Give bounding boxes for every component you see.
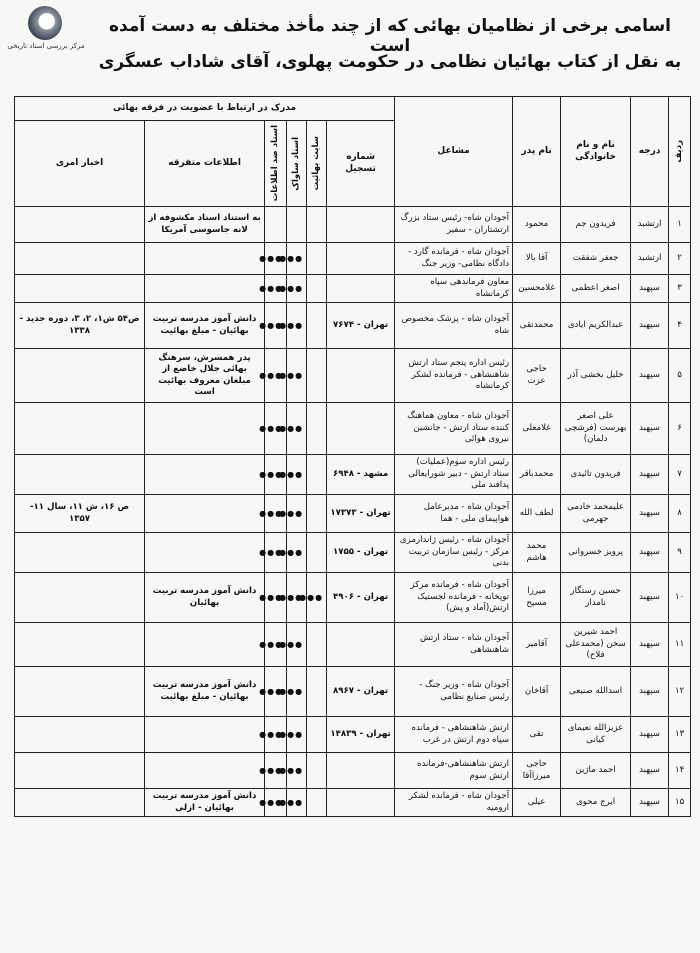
misc-info-cell (145, 455, 265, 495)
name-cell: اسدالله صنیعی (561, 667, 631, 717)
name-cell: علی اصغر بهرست (فرشچی دلمان) (561, 403, 631, 455)
reg-no-cell (327, 207, 395, 243)
reg-no-cell (327, 349, 395, 403)
table-row (15, 403, 691, 455)
job-cell: رئیس اداره سوم(عملیات) ستاد ارتش - دبیر شورایعالی پدافند ملی (395, 455, 513, 495)
misc-info-cell (145, 717, 265, 753)
counterintel-docs-cell: ●●● (265, 667, 287, 717)
misc-info-cell (145, 403, 265, 455)
misc-info-cell (145, 275, 265, 303)
bahai-site-cell (307, 667, 327, 717)
savak-docs-cell: ●●● (287, 789, 307, 817)
table-row (15, 455, 691, 495)
header-misc-info: اطلاعات متفرقه (145, 121, 265, 207)
table-row (15, 717, 691, 753)
rank-cell: سپهبد (631, 789, 669, 817)
reg-no-cell (327, 243, 395, 275)
table-row (15, 349, 691, 403)
bahai-site-cell (307, 303, 327, 349)
savak-docs-cell: ●●● (287, 455, 307, 495)
reg-no-cell: تهران - ۷۶۷۴ (327, 303, 395, 349)
header-job: مشاغل (395, 97, 513, 207)
father-cell: محمد هاشم (513, 533, 561, 573)
logo-caption: مرکز بررسی اسناد تاریخی (7, 42, 85, 50)
father-cell: محمدتقی (513, 303, 561, 349)
father-cell: آقامیر (513, 623, 561, 667)
table-row (15, 275, 691, 303)
bahai-site-cell (307, 623, 327, 667)
job-cell: آجودان شاه - فرمانده گارد - دادگاه نظامی- وزیر جنگ (395, 243, 513, 275)
job-cell: آجودان شاه- رئیس ستاد بزرگ ارتشتاران - سفیر (395, 207, 513, 243)
father-cell: حاجی عزت (513, 349, 561, 403)
bahai-site-cell (307, 349, 327, 403)
job-cell: آجودان شاه - معاون هماهنگ کننده ستاد ارتش - جانشین نیروی هوائی (395, 403, 513, 455)
savak-docs-cell: ●●● (287, 717, 307, 753)
name-cell: احمد ماژین (561, 753, 631, 789)
name-cell: عزیزالله نعیمای کیانی (561, 717, 631, 753)
header-counterintel-docs: اسناد ضد اطلاعات (265, 121, 287, 207)
row-number: ۸ (669, 495, 691, 533)
row-number: ۷ (669, 455, 691, 495)
row-number: ۱۰ (669, 573, 691, 623)
reg-no-cell: تهران - ۱۴۸۳۹ (327, 717, 395, 753)
counterintel-docs-cell: ●●● (265, 495, 287, 533)
job-cell: آجودان شاه - رئیس ژاندارمری مرکز - رئیس سازمان تربیت بدنی (395, 533, 513, 573)
father-cell: حاجی میرزاآقا (513, 753, 561, 789)
counterintel-docs-cell: ●●● (265, 349, 287, 403)
savak-docs-cell: ●●● (287, 753, 307, 789)
name-cell: فریدون تائیدی (561, 455, 631, 495)
document-table-wrapper (14, 96, 690, 817)
bahai-site-cell (307, 275, 327, 303)
header-bahai-site: سایت بهائیت (307, 121, 327, 207)
misc-info-cell: دانش آموز مدرسه تربیت بهائیان - مبلغ بهائیت (145, 667, 265, 717)
row-number: ۱۲ (669, 667, 691, 717)
savak-docs-cell: ●●● (287, 303, 307, 349)
name-cell: حسین رستگار نامدار (561, 573, 631, 623)
amri-news-cell (15, 349, 145, 403)
row-number: ۵ (669, 349, 691, 403)
savak-docs-cell: ●●● (287, 275, 307, 303)
reg-no-cell: تهران - ۱۷۵۵ (327, 533, 395, 573)
bahai-site-cell (307, 717, 327, 753)
amri-news-cell (15, 403, 145, 455)
row-number: ۱۱ (669, 623, 691, 667)
savak-docs-cell: ●●● (287, 495, 307, 533)
bahai-site-cell (307, 789, 327, 817)
father-cell: لطف الله (513, 495, 561, 533)
amri-news-cell (15, 275, 145, 303)
amri-news-cell (15, 753, 145, 789)
personnel-table (14, 96, 691, 817)
counterintel-docs-cell: ●●● (265, 533, 287, 573)
counterintel-docs-cell: ●●● (265, 789, 287, 817)
rank-cell: سپهبد (631, 667, 669, 717)
table-row (15, 243, 691, 275)
rank-cell: سپهبد (631, 403, 669, 455)
rank-cell: سپهبد (631, 455, 669, 495)
row-number: ۱۵ (669, 789, 691, 817)
bahai-site-cell (307, 455, 327, 495)
father-cell: میرزا مسیح (513, 573, 561, 623)
misc-info-cell: دانش آموز مدرسه تربیت بهائیان - مبلغ بهائیت (145, 303, 265, 349)
reg-no-cell (327, 623, 395, 667)
name-cell: فریدون جم (561, 207, 631, 243)
logo-mark-icon (28, 6, 62, 40)
job-cell: آجودان شاه - فرمانده لشکر ارومیه (395, 789, 513, 817)
row-number: ۱۳ (669, 717, 691, 753)
rank-cell: ارتشبد (631, 243, 669, 275)
counterintel-docs-cell: ●●● (265, 403, 287, 455)
rank-cell: سپهبد (631, 573, 669, 623)
savak-docs-cell: ●●● (287, 667, 307, 717)
father-cell: غلامحسین (513, 275, 561, 303)
amri-news-cell (15, 789, 145, 817)
table-row (15, 495, 691, 533)
amri-news-cell: ص۵۴ ش۱، ۲، ۳، دوره جدید - ۱۳۳۸ (15, 303, 145, 349)
job-cell: آجودان شاه - وزیر جنگ - رئیس صنایع نظامی (395, 667, 513, 717)
rank-cell: سپهبد (631, 349, 669, 403)
misc-info-cell: دانش آموز مدرسه تربیت بهائیان (145, 573, 265, 623)
row-number: ۱۴ (669, 753, 691, 789)
savak-docs-cell: ●●● (287, 243, 307, 275)
table-row (15, 667, 691, 717)
bahai-site-cell (307, 243, 327, 275)
misc-info-cell: پدر همسرش، سرهنگ بهائی جلال خاضع از مبلغان معروف بهائیت است (145, 349, 265, 403)
job-cell: آجودان شاه - پزشک مخصوص شاه (395, 303, 513, 349)
table-body (15, 207, 691, 817)
table-row (15, 753, 691, 789)
counterintel-docs-cell (265, 207, 287, 243)
rank-cell: سپهبد (631, 623, 669, 667)
reg-no-cell: مشهد - ۶۹۴۸ (327, 455, 395, 495)
misc-info-cell: به استناد اسناد مکشوفه از لانه جاسوسی آمریکا (145, 207, 265, 243)
header-row-number: ردیف (669, 97, 691, 207)
reg-no-cell (327, 753, 395, 789)
counterintel-docs-cell: ●●● (265, 717, 287, 753)
counterintel-docs-cell: ●●● (265, 243, 287, 275)
table-row (15, 207, 691, 243)
counterintel-docs-cell: ●●● (265, 275, 287, 303)
father-cell: غلامعلی (513, 403, 561, 455)
rank-cell: سپهبد (631, 753, 669, 789)
father-cell: آقا بالا (513, 243, 561, 275)
counterintel-docs-cell: ●●● (265, 623, 287, 667)
name-cell: خلیل بخشی آذر (561, 349, 631, 403)
job-cell: آجودان شاه - فرمانده مرکز توپخانه - فرمانده لجستیک ارتش(آماد و پش) (395, 573, 513, 623)
father-cell: عیلی (513, 789, 561, 817)
header-savak-docs: اسناد ساواک (287, 121, 307, 207)
row-number: ۳ (669, 275, 691, 303)
header-name: نام و نام خانوادگی (561, 97, 631, 207)
counterintel-docs-cell: ●●● (265, 753, 287, 789)
amri-news-cell (15, 455, 145, 495)
table-row (15, 533, 691, 573)
job-cell: آجودان شاه - مدیرعامل هواپیمای ملی - هما (395, 495, 513, 533)
amri-news-cell (15, 207, 145, 243)
rank-cell: ارتشبد (631, 207, 669, 243)
name-cell: اصغر اعظمی (561, 275, 631, 303)
job-cell: ارتش شاهنشاهی-فرمانده ارتش سوم (395, 753, 513, 789)
bahai-site-cell: ●●● (307, 573, 327, 623)
amri-news-cell (15, 623, 145, 667)
bahai-site-cell (307, 495, 327, 533)
row-number: ۲ (669, 243, 691, 275)
counterintel-docs-cell: ●●● (265, 573, 287, 623)
misc-info-cell (145, 533, 265, 573)
misc-info-cell (145, 495, 265, 533)
header-reg-no: شماره تسجیل (327, 121, 395, 207)
reg-no-cell (327, 789, 395, 817)
father-cell: تقی (513, 717, 561, 753)
table-row (15, 623, 691, 667)
bahai-site-cell (307, 533, 327, 573)
misc-info-cell (145, 623, 265, 667)
name-cell: پرویز خسروانی (561, 533, 631, 573)
savak-docs-cell: ●●● (287, 533, 307, 573)
job-cell: ارتش شاهنشاهی - فرمانده سپاه دوم ارتش در غرب (395, 717, 513, 753)
amri-news-cell (15, 573, 145, 623)
counterintel-docs-cell: ●●● (265, 303, 287, 349)
header-amri-news: اخبار امری (15, 121, 145, 207)
amri-news-cell (15, 243, 145, 275)
reg-no-cell (327, 403, 395, 455)
name-cell: ایرج محوی (561, 789, 631, 817)
header-evidence-group: مدرک در ارتباط با عضویت در فرقه بهائی (15, 97, 395, 121)
row-number: ۱ (669, 207, 691, 243)
misc-info-cell: دانش آموز مدرسه تربیت بهائیان - ازلی (145, 789, 265, 817)
savak-docs-cell: ●●● (287, 573, 307, 623)
table-row (15, 573, 691, 623)
job-cell: رئیس اداره پنجم ستاد ارتش شاهنشاهی - فرمانده لشکر کرمانشاه (395, 349, 513, 403)
rank-cell: سپهبد (631, 303, 669, 349)
father-cell: آقاخان (513, 667, 561, 717)
name-cell: علیمحمد خادمی جهرمی (561, 495, 631, 533)
savak-docs-cell: ●●● (287, 349, 307, 403)
savak-docs-cell: ●●● (287, 403, 307, 455)
job-cell: آجودان شاه - ستاد ارتش شاهنشاهی (395, 623, 513, 667)
row-number: ۹ (669, 533, 691, 573)
logo (6, 6, 86, 54)
table-row (15, 303, 691, 349)
amri-news-cell: ص ۱۶، ش ۱۱، سال ۱۱- ۱۳۵۷ (15, 495, 145, 533)
counterintel-docs-cell: ●●● (265, 455, 287, 495)
father-cell: محمدباقر (513, 455, 561, 495)
rank-cell: سپهبد (631, 717, 669, 753)
page-subtitle: به نقل از کتاب بهائیان نظامی در حکومت پهلوی، آقای شاداب عسگری (98, 52, 682, 72)
reg-no-cell: تهران - ۸۹۶۷ (327, 667, 395, 717)
rank-cell: سپهبد (631, 275, 669, 303)
amri-news-cell (15, 667, 145, 717)
table-row (15, 789, 691, 817)
bahai-site-cell (307, 403, 327, 455)
misc-info-cell (145, 243, 265, 275)
header-rank: درجه (631, 97, 669, 207)
reg-no-cell: تهران - ۱۷۳۷۳ (327, 495, 395, 533)
bahai-site-cell (307, 207, 327, 243)
amri-news-cell (15, 717, 145, 753)
row-number: ۶ (669, 403, 691, 455)
savak-docs-cell (287, 207, 307, 243)
header-father: نام پدر (513, 97, 561, 207)
amri-news-cell (15, 533, 145, 573)
reg-no-cell: تهران - ۴۹۰۶ (327, 573, 395, 623)
rank-cell: سپهبد (631, 533, 669, 573)
name-cell: عبدالکریم ایادی (561, 303, 631, 349)
bahai-site-cell (307, 753, 327, 789)
name-cell: احمد شیرین سخن (محمدعلی فلاح) (561, 623, 631, 667)
name-cell: جعفر شفقت (561, 243, 631, 275)
reg-no-cell (327, 275, 395, 303)
job-cell: معاون فرماندهی سپاه کرمانشاه (395, 275, 513, 303)
father-cell: محمود (513, 207, 561, 243)
row-number: ۴ (669, 303, 691, 349)
page-title: اسامی برخی از نظامیان بهائی که از چند مأخذ مختلف به دست آمده است (109, 16, 671, 56)
rank-cell: سپهبد (631, 495, 669, 533)
savak-docs-cell: ●●● (287, 623, 307, 667)
misc-info-cell (145, 753, 265, 789)
